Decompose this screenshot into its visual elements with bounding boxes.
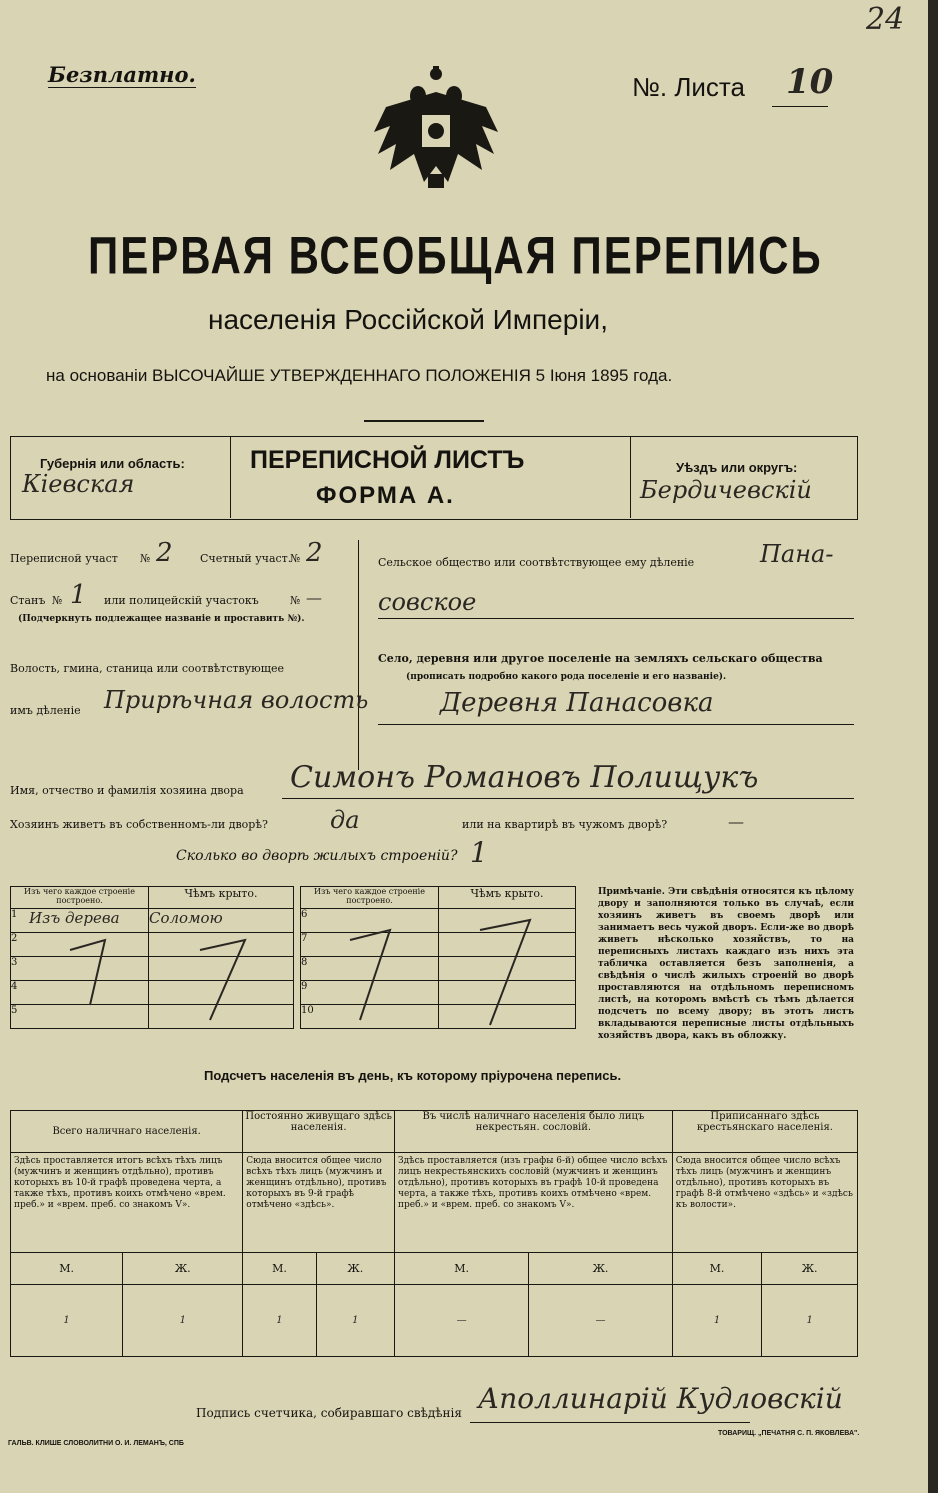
buildings-label: Сколько во дворѣ жилыхъ строеній? <box>176 848 458 864</box>
summary-head-permanent: Постоянно живущаго здѣсь населенія. <box>243 1111 395 1153</box>
buildings-note: Примѣчаніе. Эти свѣдѣнія относятся къ цѣлому двору и заполняются только въ случаѣ, если хозяинъ живетъ въ своемъ дворѣ или занимаетъ весь чужой дворъ. Если-же во дворѣ живетъ нѣсколько хозяйствъ, то на переписныхъ листахъ каждаго изъ нихъ эта табличка оставляется безъ заполненія, а свѣдѣнія о числѣ жилыхъ строеній во дворѣ проставляются на отдѣльномъ переписномъ листѣ, на которомъ вмѣстѣ съ тѣмъ дѣлается подсчетъ по всему двору; въ этотъ листъ вкладываются переписные листы отдѣльныхъ хозяйствъ двора, какъ въ обложку. <box>598 887 854 1041</box>
police-value: — <box>306 588 322 607</box>
village-value: Деревня Панасовка <box>440 688 714 718</box>
sheet-number-label: №. Листа <box>632 72 746 102</box>
table-row: 9 <box>301 981 576 1005</box>
ornament-divider <box>364 416 484 426</box>
owner-rent-value: — <box>728 812 744 831</box>
table-row: 8 <box>301 957 576 981</box>
table-row: 3 <box>11 957 294 981</box>
stan-no: № <box>52 594 63 607</box>
table-row: 7 <box>301 933 576 957</box>
table-row: 6 <box>301 909 576 933</box>
nonpeasant-female-value: — <box>529 1285 673 1357</box>
province-value: Кіевская <box>22 470 135 498</box>
archive-page-number: 24 <box>866 2 905 37</box>
col-material-header: Изъ чего каждое строеніе построено. <box>11 887 149 909</box>
volost-label-2: имъ дѣленіе <box>10 704 81 717</box>
free-label: Безплатно. <box>48 62 196 87</box>
m-label: М. <box>672 1253 761 1285</box>
col-roof-header: Чѣмъ крыто. <box>439 887 576 909</box>
owner-lives-label: Хозяинъ живетъ въ собственномъ-ли дворѣ? <box>10 818 268 831</box>
col-material-header: Изъ чего каждое строеніе построено. <box>301 887 439 909</box>
footer-left: ГАЛЬВ. КЛИШЕ СЛОВОЛИТНИ О. И. ЛЕМАНЪ, СПБ <box>8 1440 184 1447</box>
province-label: Губернія или область: <box>40 456 185 471</box>
permanent-female-value: 1 <box>316 1285 394 1357</box>
count-area-value: 2 <box>306 538 323 568</box>
district-value: Бердичевскій <box>640 476 812 504</box>
nonpeasant-male-value: — <box>395 1285 529 1357</box>
form-type: ФОРМА А. <box>316 482 455 509</box>
total-female-value: 1 <box>123 1285 243 1357</box>
legal-basis: на основаніи ВЫСОЧАЙШЕ УТВЕРЖДЕННАГО ПОЛОЖЕНІЯ 5 Іюня 1895 года. <box>46 366 673 385</box>
signature-label: Подпись счетчика, собиравшаго свѣдѣнія <box>196 1406 462 1420</box>
society-label: Сельское общество или соотвѣтствующее ему дѣленіе <box>378 556 695 569</box>
scan-edge <box>928 0 938 1493</box>
society-value-1: Пана- <box>760 540 834 568</box>
table-row: 2 <box>11 933 294 957</box>
f-label: Ж. <box>762 1253 858 1285</box>
sheet-number-value: 10 <box>786 62 834 102</box>
m-label: М. <box>243 1253 316 1285</box>
m-label: М. <box>395 1253 529 1285</box>
police-label: или полицейскій участокъ <box>104 594 259 607</box>
summary-text-nonpeasant: Здѣсь проставляется (изъ графы 6-й) общее число всѣхъ лицъ некрестьянскихъ сословій (мужчинъ и женщинъ отдѣльно), противъ которыхъ въ графѣ 10-й проведена черта, а также тѣхъ, противъ коихъ отмѣчено «врем. преб.» и «врем. преб. со знакомъ V». <box>395 1153 673 1253</box>
f-label: Ж. <box>316 1253 394 1285</box>
volost-value: Прирѣчная волость <box>104 686 369 714</box>
form-title: ПЕРЕПИСНОЙ ЛИСТЪ <box>250 446 525 474</box>
owner-name-label: Имя, отчество и фамилія хозяина двора <box>10 784 244 797</box>
registered-male-value: 1 <box>672 1285 761 1357</box>
census-area-value: 2 <box>156 538 173 568</box>
summary-head-nonpeasant: Въ числѣ наличнаго населенія было лицъ некрестьян. сословій. <box>395 1111 673 1153</box>
enumerator-signature: Аполлинарій Кудловскій <box>478 1382 843 1415</box>
district-label: Уѣздъ или округъ: <box>676 460 798 475</box>
imperial-eagle-emblem-icon <box>366 62 506 202</box>
permanent-male-value: 1 <box>243 1285 316 1357</box>
society-value-2: совское <box>378 588 477 616</box>
buildings-value: 1 <box>470 836 488 869</box>
total-male-value: 1 <box>11 1285 123 1357</box>
ditto-marks <box>10 910 580 1040</box>
summary-text-permanent: Сюда вносится общее число всѣхъ тѣхъ лицъ (мужчинъ и женщинъ отдѣльно), противъ которыхъ въ 9-й графѣ отмѣчено «здѣсь». <box>243 1153 395 1253</box>
stan-note: (Подчеркнуть подлежащее названіе и проставить №). <box>18 614 305 624</box>
count-area-no: № <box>290 552 301 565</box>
page-subtitle: населенія Россійской Имперіи, <box>208 304 608 335</box>
police-no: № <box>290 594 301 607</box>
page-title: ПЕРВАЯ ВСЕОБЩАЯ ПЕРЕПИСЬ <box>88 226 823 285</box>
summary-text-total: Здѣсь проставляется итогъ всѣхъ тѣхъ лицъ (мужчинъ и женщинъ отдѣльно), противъ которыхъ въ 10-й графѣ проведена черта, а также тѣхъ, противъ коихъ отмѣчено «врем. преб.» и «врем. преб. со знакомъ V». <box>11 1153 243 1253</box>
table-row: 4 <box>11 981 294 1005</box>
summary-head-total: Всего наличнаго населенія. <box>11 1111 243 1153</box>
summary-table <box>10 1110 858 1357</box>
col-roof-header: Чѣмъ крыто. <box>149 887 294 909</box>
village-note: (прописать подробно какого рода поселеніе и его названіе). <box>406 672 727 682</box>
owner-name-value: Симонъ Романовъ Полищукъ <box>290 760 759 795</box>
census-area-no: № <box>140 552 151 565</box>
owner-rent-label: или на квартирѣ въ чужомъ дворѣ? <box>462 818 668 831</box>
volost-label-1: Волость, гмина, станица или соотвѣтствующее <box>10 662 284 675</box>
m-label: М. <box>11 1253 123 1285</box>
f-label: Ж. <box>123 1253 243 1285</box>
footer-right: ТОВАРИЩ. „ПЕЧАТНЯ С. П. ЯКОВЛЕВА". <box>718 1430 860 1437</box>
stan-value: 1 <box>70 580 87 610</box>
stan-label: Станъ <box>10 594 46 607</box>
registered-female-value: 1 <box>762 1285 858 1357</box>
count-area-label: Счетный участ. <box>200 552 292 565</box>
table-row: 10 <box>301 1005 576 1029</box>
table-row: 5 <box>11 1005 294 1029</box>
village-label: Село, деревня или другое поселеніе на земляхъ сельскаго общества <box>378 652 823 665</box>
census-area-label: Переписной участ <box>10 552 118 565</box>
summary-title: Подсчетъ населенія въ день, къ которому пріурочена перепись. <box>204 1068 622 1083</box>
summary-head-registered: Приписаннаго здѣсь крестьянскаго населенія. <box>672 1111 857 1153</box>
summary-text-registered: Сюда вносится общее число всѣхъ тѣхъ лицъ (мужчинъ и женщинъ отдѣльно), противъ которыхъ въ графѣ 8-й отмѣчено «здѣсь» и «здѣсь къ волости». <box>672 1153 857 1253</box>
f-label: Ж. <box>529 1253 673 1285</box>
table-row: 1 Изъ дерева Соломою <box>11 909 294 933</box>
owner-lives-value: да <box>330 806 360 834</box>
